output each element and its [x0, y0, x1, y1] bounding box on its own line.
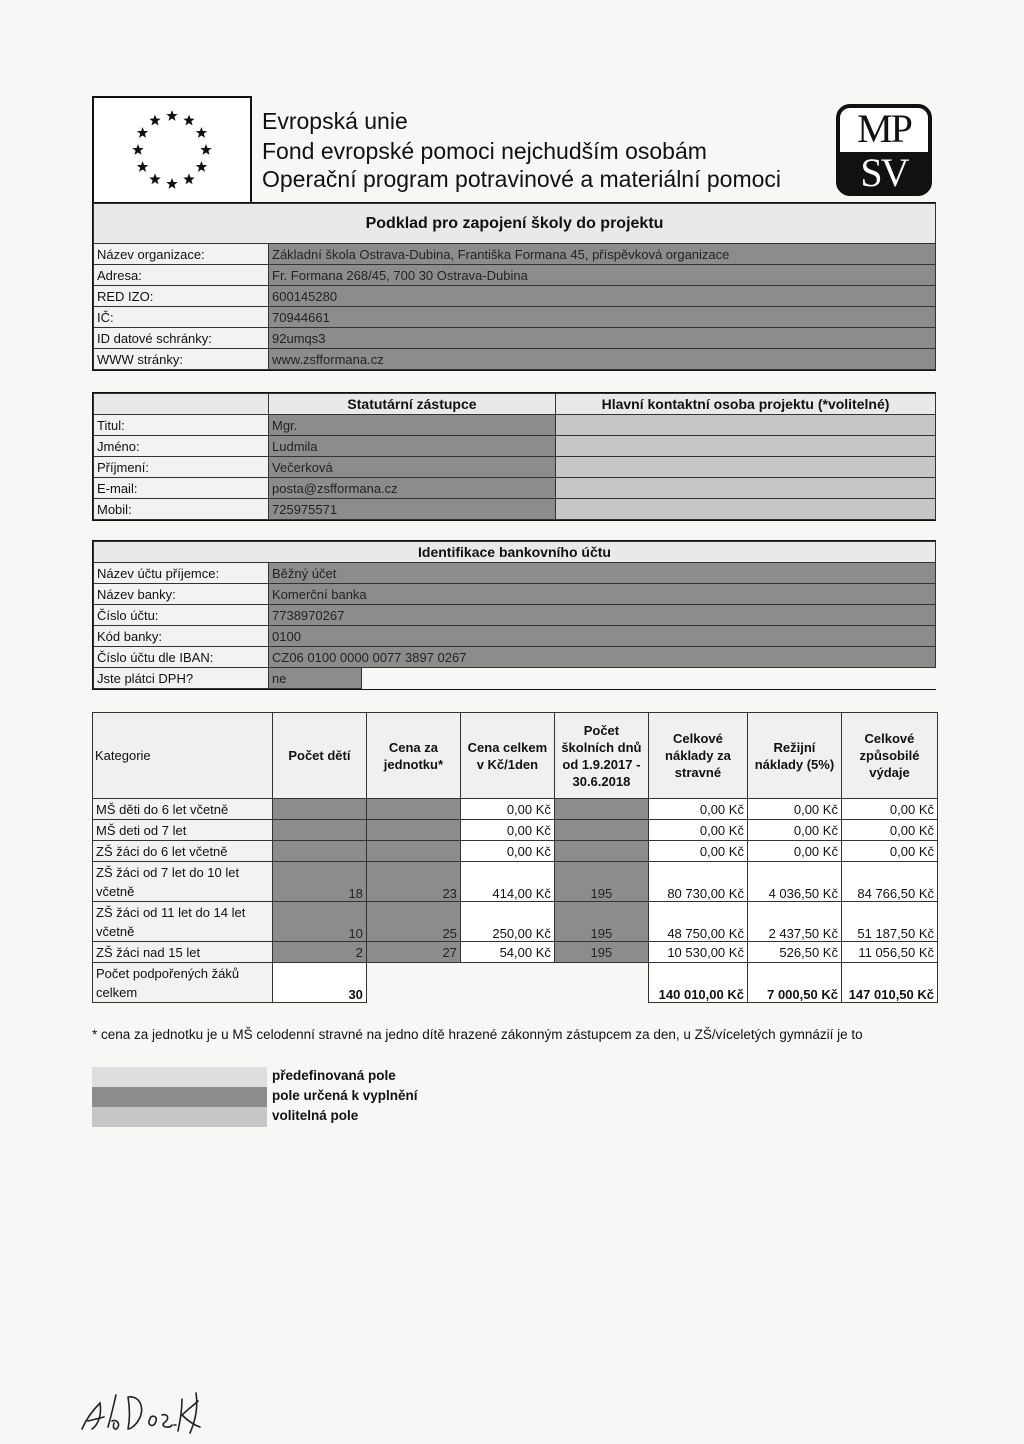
bank-value[interactable]: Komerční banka	[269, 584, 936, 605]
cost-unit-price[interactable]	[366, 799, 460, 820]
organization-section	[92, 202, 936, 371]
cost-unit-price[interactable]: 25	[366, 902, 460, 942]
eu-flag-logo	[92, 96, 252, 204]
cost-days[interactable]	[554, 841, 648, 862]
cost-row	[93, 942, 938, 963]
cost-unit-price[interactable]: 27	[366, 942, 460, 963]
contact-label: Titul:	[94, 415, 269, 436]
mpsv-logo	[836, 104, 932, 196]
bank-title: Identifikace bankovního účtu	[94, 542, 936, 563]
contact-label: Příjmení:	[94, 457, 269, 478]
cost-count[interactable]: 18	[272, 862, 366, 902]
statutory-value[interactable]: Mgr.	[269, 415, 556, 436]
contact-row	[94, 478, 936, 499]
bank-value[interactable]: 7738970267	[269, 605, 936, 626]
eu-star-icon	[183, 173, 194, 184]
eu-star-icon	[183, 115, 194, 126]
cost-meals: 0,00 Kč	[648, 799, 747, 820]
cost-row	[93, 799, 938, 820]
cost-per-day: 0,00 Kč	[460, 799, 554, 820]
cost-eligible: 51 187,50 Kč	[841, 902, 937, 942]
total-count: 30	[272, 963, 366, 1003]
contact-person-value[interactable]	[556, 457, 936, 478]
org-value[interactable]: Základní škola Ostrava-Dubina, Františka Formana 45, příspěvková organizace	[269, 244, 936, 265]
cost-meals: 80 730,00 Kč	[648, 862, 747, 902]
org-label: Název organizace:	[94, 244, 269, 265]
bank-label: Číslo účtu dle IBAN:	[94, 647, 269, 668]
cost-column-header: Celkové náklady za stravné	[648, 713, 747, 799]
cost-days[interactable]	[554, 820, 648, 841]
org-row	[94, 265, 936, 286]
contact-label: E-mail:	[94, 478, 269, 499]
cost-days[interactable]: 195	[554, 902, 648, 942]
cost-category: ZŠ žáci nad 15 let	[93, 942, 273, 963]
eu-stars-icon	[94, 98, 250, 202]
org-label: IČ:	[94, 307, 269, 328]
total-eligible: 147 010,50 Kč	[841, 963, 937, 1003]
contact-person-header: Hlavní kontaktní osoba projektu (*volitelné)	[556, 394, 936, 415]
cost-category: ZŠ žáci do 6 let včetně	[93, 841, 273, 862]
cost-eligible: 84 766,50 Kč	[841, 862, 937, 902]
cost-eligible: 0,00 Kč	[841, 820, 937, 841]
cost-eligible: 11 056,50 Kč	[841, 942, 937, 963]
cost-row	[93, 902, 938, 942]
contact-person-value[interactable]	[556, 436, 936, 457]
bank-row	[94, 584, 936, 605]
handwritten-signature	[78, 1385, 208, 1435]
vat-label: Jste plátci DPH?	[94, 668, 269, 689]
eu-star-icon	[137, 161, 149, 172]
contacts-blank-header	[94, 394, 269, 415]
org-row	[94, 349, 936, 370]
cost-column-header: Režijní náklady (5%)	[747, 713, 841, 799]
cost-unit-price[interactable]	[366, 841, 460, 862]
total-overhead: 7 000,50 Kč	[747, 963, 841, 1003]
org-label: ID datové schránky:	[94, 328, 269, 349]
eu-star-icon	[166, 110, 177, 121]
legend-swatch-predefined	[92, 1067, 267, 1087]
contact-person-value[interactable]	[556, 415, 936, 436]
bank-row	[94, 605, 936, 626]
cost-count[interactable]: 10	[272, 902, 366, 942]
cost-per-day: 250,00 Kč	[460, 902, 554, 942]
footnote: * cena za jednotku je u MŠ celodenní stravné na jedno dítě hrazené zákonným zástupcem za den, u ZŠ/víceletých gymnázií je to	[92, 1027, 863, 1042]
vat-value[interactable]: ne	[269, 668, 362, 689]
eu-star-icon	[149, 173, 160, 184]
statutory-value[interactable]: 725975571	[269, 499, 556, 520]
contact-row	[94, 457, 936, 478]
cost-category: ZŠ žáci od 7 let do 10 let včetně	[93, 862, 273, 902]
cost-category: ZŠ žáci od 11 let do 14 let včetně	[93, 902, 273, 942]
cost-count[interactable]	[272, 820, 366, 841]
contact-row	[94, 436, 936, 457]
legend-predefined: předefinovaná pole	[272, 1068, 396, 1083]
eu-star-icon	[196, 127, 208, 138]
cost-overhead: 526,50 Kč	[747, 942, 841, 963]
cost-column-header: Počet dětí	[272, 713, 366, 799]
cost-per-day: 0,00 Kč	[460, 841, 554, 862]
bank-value[interactable]: Běžný účet	[269, 563, 936, 584]
contact-person-value[interactable]	[556, 499, 936, 520]
header-eu: Evropská unie	[262, 108, 408, 134]
org-row	[94, 307, 936, 328]
cost-per-day: 0,00 Kč	[460, 820, 554, 841]
statutory-value[interactable]: Ludmila	[269, 436, 556, 457]
mpsv-logo-top: MP	[857, 106, 911, 151]
bank-label: Kód banky:	[94, 626, 269, 647]
cost-row	[93, 862, 938, 902]
costs-section	[92, 712, 938, 1003]
statutory-header: Statutární zástupce	[269, 394, 556, 415]
cost-category: MŠ děti do 6 let včetně	[93, 799, 273, 820]
bank-section	[92, 540, 936, 690]
bank-label: Název účtu příjemce:	[94, 563, 269, 584]
cost-meals: 48 750,00 Kč	[648, 902, 747, 942]
cost-count[interactable]	[272, 799, 366, 820]
cost-per-day: 54,00 Kč	[460, 942, 554, 963]
cost-overhead: 0,00 Kč	[747, 841, 841, 862]
legend-swatch-fill	[92, 1087, 267, 1107]
cost-days[interactable]	[554, 799, 648, 820]
cost-column-header: Počet školních dnů od 1.9.2017 - 30.6.2018	[554, 713, 648, 799]
mpsv-logo-bottom: SV	[840, 152, 928, 192]
cost-days[interactable]: 195	[554, 862, 648, 902]
cost-eligible: 0,00 Kč	[841, 799, 937, 820]
cost-column-header: Cena celkem v Kč/1den	[460, 713, 554, 799]
org-value[interactable]: 92umqs3	[269, 328, 936, 349]
cost-meals: 0,00 Kč	[648, 841, 747, 862]
org-value[interactable]: 600145280	[269, 286, 936, 307]
cost-row	[93, 841, 938, 862]
org-row	[94, 244, 936, 265]
cost-column-header: Cena za jednotku*	[366, 713, 460, 799]
bank-value[interactable]: CZ06 0100 0000 0077 3897 0267	[269, 647, 936, 668]
cost-overhead: 4 036,50 Kč	[747, 862, 841, 902]
contact-label: Jméno:	[94, 436, 269, 457]
vat-empty	[362, 668, 936, 689]
org-label: WWW stránky:	[94, 349, 269, 370]
header-fund: Fond evropské pomoci nejchudším osobám	[262, 138, 707, 164]
org-row	[94, 328, 936, 349]
bank-label: Název banky:	[94, 584, 269, 605]
bank-label: Číslo účtu:	[94, 605, 269, 626]
total-empty	[366, 963, 648, 1003]
cost-days[interactable]: 195	[554, 942, 648, 963]
cost-overhead: 0,00 Kč	[747, 799, 841, 820]
cost-eligible: 0,00 Kč	[841, 841, 937, 862]
legend-swatch-optional	[92, 1107, 267, 1127]
contacts-section	[92, 392, 936, 521]
org-label: RED IZO:	[94, 286, 269, 307]
contact-person-value[interactable]	[556, 478, 936, 499]
bank-value[interactable]: 0100	[269, 626, 936, 647]
total-meals: 140 010,00 Kč	[648, 963, 747, 1003]
cost-meals: 10 530,00 Kč	[648, 942, 747, 963]
contact-row	[94, 415, 936, 436]
eu-star-icon	[200, 144, 211, 155]
org-value[interactable]: 70944661	[269, 307, 936, 328]
org-label: Adresa:	[94, 265, 269, 286]
cost-per-day: 414,00 Kč	[460, 862, 554, 902]
bank-row	[94, 563, 936, 584]
eu-star-icon	[166, 178, 177, 189]
org-value[interactable]: Fr. Formana 268/45, 700 30 Ostrava-Dubina	[269, 265, 936, 286]
form-title: Podklad pro zapojení školy do projektu	[94, 204, 936, 244]
cost-count[interactable]: 2	[272, 942, 366, 963]
org-row	[94, 286, 936, 307]
eu-star-icon	[149, 115, 160, 126]
cost-row	[93, 820, 938, 841]
legend-fill: pole určená k vyplnění	[272, 1088, 418, 1103]
cost-overhead: 2 437,50 Kč	[747, 902, 841, 942]
cost-category: MŠ deti od 7 let	[93, 820, 273, 841]
bank-row	[94, 647, 936, 668]
cost-count[interactable]	[272, 841, 366, 862]
total-label: Počet podpořených žáků celkem	[93, 963, 273, 1003]
legend-optional: volitelná pole	[272, 1108, 359, 1123]
cost-column-header: Kategorie	[93, 713, 273, 799]
cost-column-header: Celkové způsobilé výdaje	[841, 713, 937, 799]
contact-row	[94, 499, 936, 520]
header-program: Operační program potravinové a materiální pomoci	[262, 166, 782, 192]
contact-label: Mobil:	[94, 499, 269, 520]
eu-star-icon	[196, 161, 208, 172]
bank-row	[94, 626, 936, 647]
cost-unit-price[interactable]: 23	[366, 862, 460, 902]
cost-overhead: 0,00 Kč	[747, 820, 841, 841]
statutory-value[interactable]: posta@zsfformana.cz	[269, 478, 556, 499]
cost-unit-price[interactable]	[366, 820, 460, 841]
eu-star-icon	[132, 144, 143, 155]
eu-star-icon	[137, 127, 149, 138]
cost-meals: 0,00 Kč	[648, 820, 747, 841]
statutory-value[interactable]: Večerková	[269, 457, 556, 478]
org-value[interactable]: www.zsfformana.cz	[269, 349, 936, 370]
